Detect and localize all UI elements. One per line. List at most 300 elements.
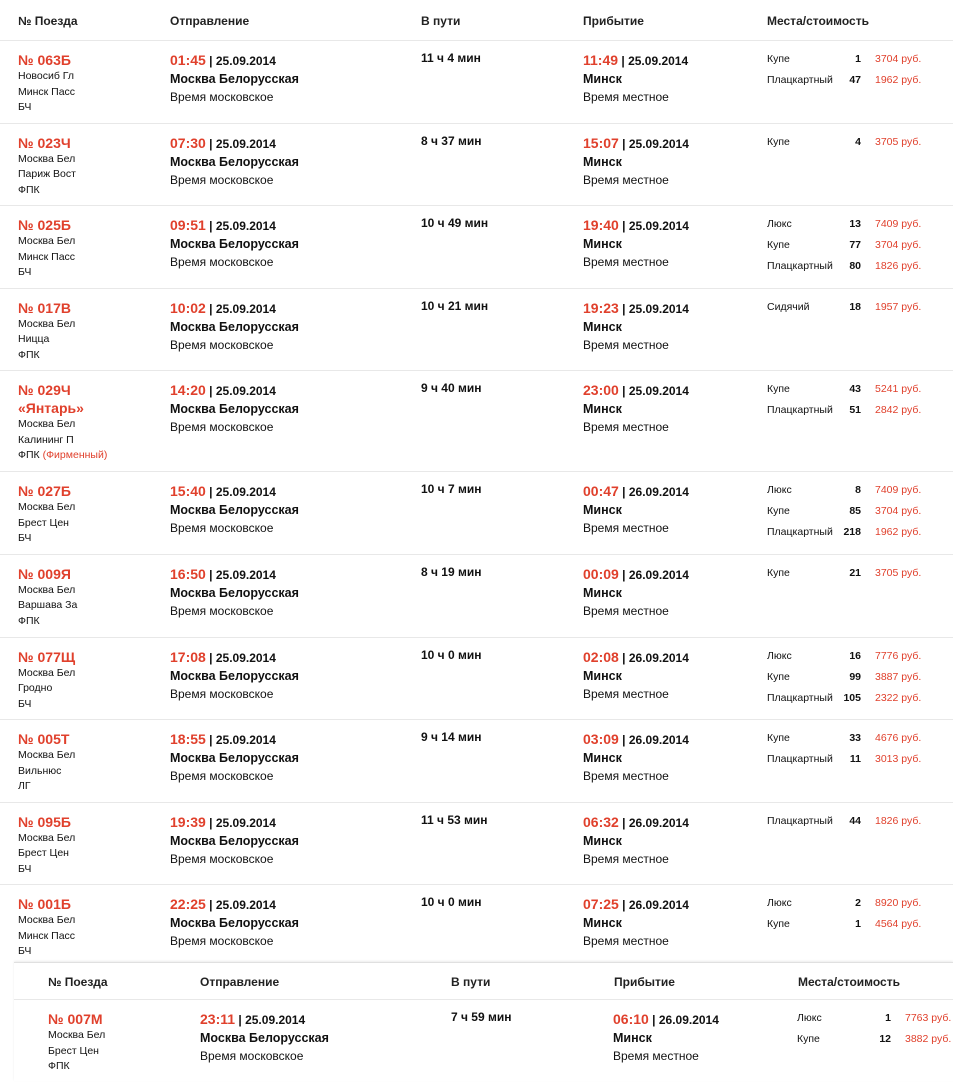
departure-station: Москва Белорусская — [170, 833, 299, 848]
arrival-timezone: Время местное — [583, 769, 669, 784]
arrival-timezone: Время местное — [583, 603, 669, 618]
seats-info — [767, 730, 947, 772]
train-route-line: БЧ — [18, 101, 32, 113]
arrival-timezone: Время местное — [583, 90, 669, 104]
seat-price-link[interactable]: 1826 руб. — [875, 260, 922, 273]
seat-class: Купе — [767, 732, 790, 745]
train-route-line: Москва Бел — [18, 418, 76, 431]
seat-price-link[interactable]: 1826 руб. — [875, 814, 922, 827]
arrival-info — [583, 895, 689, 950]
seat-row[interactable] — [767, 258, 947, 279]
train-info — [18, 134, 76, 199]
departure-time-line — [170, 648, 299, 667]
arrival-timezone: Время местное — [583, 255, 669, 270]
departure-info — [170, 648, 299, 703]
arrival-info — [583, 482, 689, 537]
arrival-info — [583, 730, 689, 785]
travel-duration: 10 ч 0 мин — [421, 895, 482, 910]
departure-info — [170, 51, 299, 106]
travel-duration: 7 ч 59 мин — [451, 1010, 512, 1024]
seat-price-link[interactable]: 1957 руб. — [875, 300, 922, 313]
seat-row[interactable] — [767, 381, 947, 402]
departure-timezone: Время московское — [170, 337, 274, 352]
train-route-line: Москва Бел — [18, 749, 76, 762]
seats-info — [797, 1010, 953, 1052]
seat-row[interactable] — [767, 565, 947, 586]
departure-date: | 25.09.2014 — [209, 136, 276, 151]
arrival-timezone: Время местное — [583, 337, 669, 352]
seat-row[interactable] — [767, 237, 947, 258]
arrival-date: | 26.09.2014 — [622, 485, 689, 500]
train-route-line: ФПК — [18, 614, 40, 627]
seat-count: 4 — [855, 135, 861, 148]
departure-time-line — [170, 565, 299, 584]
train-info — [18, 216, 75, 281]
seat-row[interactable] — [767, 402, 947, 423]
train-route-line: Москва Бел — [18, 914, 76, 927]
seats-info — [767, 216, 947, 279]
departure-time-line — [170, 299, 299, 318]
train-number-link[interactable]: № 095Б — [18, 813, 71, 830]
arrival-date: | 25.09.2014 — [622, 136, 689, 151]
train-route-line: БЧ — [18, 532, 32, 545]
arrival-station: Минск — [583, 833, 622, 848]
seat-price-link[interactable]: 8920 руб. — [875, 897, 922, 910]
train-row — [0, 205, 953, 288]
seat-price-link[interactable]: 7409 руб. — [875, 218, 922, 231]
travel-duration: 8 ч 19 мин — [421, 564, 482, 579]
seat-count: 85 — [849, 505, 861, 518]
seat-class: Люкс — [767, 897, 792, 910]
departure-time: 17:08 — [170, 648, 206, 665]
seat-price-link[interactable]: 3705 руб. — [875, 135, 922, 148]
seat-class: Плацкартный — [767, 526, 833, 539]
departure-date: | 25.09.2014 — [209, 485, 276, 500]
seat-count: 21 — [849, 566, 861, 579]
seat-count: 2 — [855, 897, 861, 910]
departure-time: 01:45 — [170, 52, 206, 68]
travel-duration: 11 ч 53 мин — [421, 812, 488, 827]
train-route-line: Москва Бел — [18, 235, 76, 248]
seat-row[interactable] — [767, 482, 947, 503]
departure-info — [170, 813, 299, 868]
departure-time: 23:11 — [200, 1011, 236, 1027]
seat-class: Купе — [767, 239, 790, 252]
seat-price-link[interactable]: 3704 руб. — [875, 505, 922, 518]
train-info — [18, 299, 75, 364]
seat-price-link[interactable]: 3013 руб. — [875, 753, 922, 766]
departure-info — [200, 1010, 329, 1065]
train-row — [0, 719, 953, 802]
seat-row[interactable] — [767, 134, 947, 155]
arrival-time: 23:00 — [583, 382, 619, 399]
departure-time-line — [170, 895, 299, 914]
departure-timezone: Время московское — [170, 172, 274, 187]
departure-time-line — [170, 216, 299, 235]
departure-time-line — [170, 51, 299, 70]
arrival-time: 03:09 — [583, 731, 619, 748]
departure-timezone: Время московское — [170, 851, 274, 866]
seat-row[interactable] — [767, 51, 947, 72]
seat-price-link[interactable]: 4676 руб. — [875, 732, 922, 745]
train-row — [0, 637, 953, 720]
arrival-info — [583, 381, 689, 436]
seat-class: Плацкартный — [767, 404, 833, 417]
seats-info — [767, 648, 947, 711]
header-duration: В пути — [451, 975, 491, 989]
seat-row[interactable] — [797, 1010, 953, 1031]
departure-station: Москва Белорусская — [170, 751, 299, 766]
departure-station: Москва Белорусская — [170, 72, 299, 86]
arrival-time: 00:09 — [583, 565, 619, 582]
arrival-time: 19:40 — [583, 217, 619, 234]
travel-duration: 10 ч 0 мин — [421, 647, 482, 662]
arrival-timezone: Время местное — [583, 521, 669, 536]
arrival-time: 19:23 — [583, 299, 619, 316]
departure-info — [170, 134, 299, 189]
arrival-time: 06:32 — [583, 813, 619, 830]
train-row — [0, 471, 953, 554]
header-arrival: Прибытие — [614, 975, 675, 989]
train-info — [18, 648, 75, 713]
train-route-line: ФПК — [18, 183, 40, 196]
seat-row[interactable] — [767, 216, 947, 237]
seat-row[interactable] — [767, 524, 947, 545]
seat-count: 13 — [849, 218, 861, 231]
arrival-time-line — [583, 565, 689, 584]
seats-info — [767, 895, 947, 937]
departure-info — [170, 565, 299, 620]
seat-price-link[interactable]: 3887 руб. — [875, 670, 922, 683]
train-row — [0, 802, 953, 885]
arrival-station: Минск — [583, 154, 622, 169]
seat-count: 99 — [849, 670, 861, 683]
travel-duration: 11 ч 4 мин — [421, 51, 481, 65]
train-name: «Янтарь» — [18, 400, 84, 417]
header-arrival: Прибытие — [583, 14, 644, 28]
arrival-station: Минск — [583, 237, 622, 252]
arrival-station: Минск — [583, 503, 622, 518]
arrival-date: | 25.09.2014 — [622, 384, 689, 399]
train-number-link[interactable]: № 029Ч — [18, 382, 71, 399]
departure-timezone: Время московское — [170, 934, 274, 949]
arrival-timezone: Время местное — [583, 686, 669, 701]
arrival-info — [583, 299, 689, 354]
train-info — [18, 381, 107, 464]
header-seats: Места/стоимость — [767, 14, 869, 28]
departure-timezone: Время московское — [170, 521, 274, 536]
seat-count: 43 — [849, 383, 861, 396]
seat-class: Люкс — [767, 218, 792, 231]
train-number-link[interactable]: № 063Б — [18, 52, 71, 68]
arrival-time-line — [613, 1010, 719, 1029]
seat-count: 1 — [855, 918, 861, 931]
departure-time: 10:02 — [170, 299, 206, 316]
train-operator: ФПК — [18, 449, 40, 462]
departure-time: 19:39 — [170, 813, 206, 830]
departure-date: | 25.09.2014 — [209, 384, 276, 399]
seat-price-link[interactable]: 1962 руб. — [875, 74, 922, 86]
seat-count: 105 — [843, 691, 861, 704]
train-row — [0, 884, 953, 967]
arrival-station: Минск — [583, 751, 622, 766]
seat-class: Люкс — [797, 1012, 822, 1024]
seat-row[interactable] — [767, 503, 947, 524]
departure-time-line — [170, 381, 299, 400]
arrival-time-line — [583, 813, 689, 832]
seat-count: 16 — [849, 649, 861, 662]
seat-class: Купе — [767, 566, 790, 579]
seat-class: Купе — [767, 135, 790, 148]
departure-time: 18:55 — [170, 731, 206, 748]
arrival-station: Минск — [583, 585, 622, 600]
arrival-info — [583, 51, 688, 106]
seat-price-link[interactable]: 7776 руб. — [875, 649, 922, 662]
train-route-line: Париж Вост — [18, 168, 76, 181]
train-route-line: Новосиб Гл — [18, 70, 74, 82]
arrival-timezone: Время местное — [583, 934, 669, 949]
train-route-line: Минск Пасс — [18, 85, 76, 98]
seat-price-link[interactable]: 3882 руб. — [905, 1033, 952, 1045]
arrival-time-line — [583, 134, 689, 153]
train-route-line: ЛГ — [18, 780, 31, 793]
seat-class: Плацкартный — [767, 74, 833, 86]
seat-class: Купе — [767, 918, 790, 931]
seat-row[interactable] — [797, 1031, 953, 1052]
seat-price-link[interactable]: 7409 руб. — [875, 484, 922, 497]
departure-date: | 25.09.2014 — [209, 301, 276, 316]
arrival-info — [583, 216, 689, 271]
departure-station: Москва Белорусская — [170, 503, 299, 518]
departure-station: Москва Белорусская — [170, 668, 299, 683]
seat-count: 77 — [849, 239, 861, 252]
seat-class: Купе — [767, 53, 790, 65]
departure-info — [170, 482, 299, 537]
arrival-station: Минск — [583, 319, 622, 334]
seat-count: 18 — [849, 300, 861, 313]
seat-row[interactable] — [767, 72, 947, 93]
header-seats: Места/стоимость — [798, 975, 900, 989]
arrival-time-line — [583, 482, 689, 501]
seats-info — [767, 482, 947, 545]
train-number-link[interactable]: № 023Ч — [18, 134, 71, 151]
seat-row[interactable] — [767, 916, 947, 937]
seat-price-link[interactable]: 7763 руб. — [905, 1012, 952, 1024]
travel-duration: 10 ч 21 мин — [421, 298, 489, 313]
seat-class: Плацкартный — [767, 260, 833, 273]
departure-time: 09:51 — [170, 217, 206, 234]
schedule-sheet-continued — [14, 962, 953, 1081]
train-route-line: Брест Цен — [18, 847, 69, 860]
train-route-line: Минск Пасс — [18, 929, 76, 942]
departure-timezone: Время московское — [200, 1049, 304, 1063]
departure-info — [170, 216, 299, 271]
departure-timezone: Время московское — [170, 90, 274, 104]
arrival-time-line — [583, 51, 688, 70]
seat-price-link[interactable]: 5241 руб. — [875, 383, 922, 396]
train-row — [0, 554, 953, 637]
travel-duration: 9 ч 40 мин — [421, 381, 482, 396]
seat-count: 33 — [849, 732, 861, 745]
train-route-line: Москва Бел — [18, 152, 76, 165]
departure-timezone: Время московское — [170, 769, 274, 784]
departure-timezone: Время московское — [170, 686, 274, 701]
train-route-line: БЧ — [18, 697, 32, 710]
seats-info — [767, 134, 947, 155]
departure-timezone: Время московское — [170, 255, 274, 270]
departure-info — [170, 730, 299, 785]
train-route-line: Минск Пасс — [18, 250, 76, 263]
seat-price-link[interactable]: 3704 руб. — [875, 53, 922, 65]
header-train: № Поезда — [18, 14, 78, 28]
train-row — [0, 123, 953, 206]
train-operator-line — [18, 448, 107, 464]
travel-duration: 10 ч 49 мин — [421, 216, 489, 231]
departure-date: | 25.09.2014 — [209, 650, 276, 665]
train-route-line: Брест Цен — [48, 1044, 99, 1057]
arrival-date: | 26.09.2014 — [622, 567, 689, 582]
arrival-info — [583, 565, 689, 620]
train-number-link[interactable]: № 027Б — [18, 483, 71, 500]
seat-row[interactable] — [767, 669, 947, 690]
departure-station: Москва Белорусская — [170, 319, 299, 334]
train-route-line: Москва Бел — [18, 501, 76, 514]
train-list — [0, 40, 953, 967]
train-number-link[interactable]: № 017В — [18, 299, 71, 316]
arrival-date: | 25.09.2014 — [622, 301, 689, 316]
train-firm-badge: (Фирменный) — [39, 449, 108, 462]
travel-duration: 10 ч 7 мин — [421, 482, 482, 497]
seat-class: Купе — [797, 1033, 820, 1045]
header-train: № Поезда — [48, 975, 108, 989]
departure-station: Москва Белорусская — [170, 402, 299, 417]
departure-time-line — [170, 482, 299, 501]
train-info — [18, 482, 75, 547]
departure-date: | 25.09.2014 — [209, 898, 276, 913]
seat-price-link[interactable]: 3705 руб. — [875, 566, 922, 579]
seats-info — [767, 299, 947, 320]
arrival-date: | 25.09.2014 — [622, 219, 689, 234]
seat-count: 8 — [855, 484, 861, 497]
seat-price-link[interactable]: 3704 руб. — [875, 239, 922, 252]
train-number-link[interactable]: № 025Б — [18, 217, 71, 234]
seat-count: 11 — [849, 753, 861, 766]
departure-date: | 25.09.2014 — [209, 567, 276, 582]
train-row — [0, 288, 953, 371]
seat-class: Люкс — [767, 484, 792, 497]
seat-count: 218 — [843, 526, 861, 539]
train-route-line: ФПК — [48, 1060, 70, 1072]
seat-class: Плацкартный — [767, 691, 833, 704]
seat-price-link[interactable]: 2842 руб. — [875, 404, 922, 417]
header-departure: Отправление — [200, 975, 280, 989]
arrival-time-line — [583, 730, 689, 749]
seat-row[interactable] — [767, 730, 947, 751]
departure-date: | 25.09.2014 — [209, 54, 276, 68]
seat-row[interactable] — [767, 690, 947, 711]
train-number-link[interactable]: № 077Щ — [18, 648, 76, 665]
departure-station: Москва Белорусская — [170, 237, 299, 252]
train-route-line: БЧ — [18, 945, 32, 958]
arrival-date: | 26.09.2014 — [622, 650, 689, 665]
arrival-station: Минск — [583, 402, 622, 417]
departure-info — [170, 299, 299, 354]
arrival-time-line — [583, 648, 689, 667]
seat-count: 12 — [879, 1033, 891, 1045]
departure-time-line — [170, 813, 299, 832]
train-info — [18, 813, 75, 878]
train-number-link[interactable]: № 009Я — [18, 565, 71, 582]
seat-count: 1 — [855, 53, 861, 65]
arrival-time: 06:10 — [613, 1011, 649, 1027]
seat-class: Купе — [767, 383, 790, 396]
seat-class: Сидячий — [767, 300, 810, 313]
departure-time-line — [170, 730, 299, 749]
seat-row[interactable] — [767, 751, 947, 772]
train-route-line: Москва Бел — [18, 583, 76, 596]
arrival-time-line — [583, 381, 689, 400]
train-number-link[interactable]: № 005Т — [18, 731, 70, 748]
seat-price-link[interactable]: 4564 руб. — [875, 918, 922, 931]
train-row — [0, 370, 953, 471]
arrival-time: 02:08 — [583, 648, 619, 665]
seat-count: 1 — [885, 1012, 891, 1024]
train-info — [18, 730, 75, 795]
train-info — [18, 565, 77, 630]
departure-date: | 25.09.2014 — [238, 1013, 306, 1027]
train-route-line: Вильнюс — [18, 764, 62, 777]
departure-station: Москва Белорусская — [200, 1031, 329, 1045]
seat-count: 80 — [849, 260, 861, 273]
arrival-time: 11:49 — [583, 52, 619, 68]
departure-time-line — [200, 1010, 329, 1029]
arrival-time: 15:07 — [583, 134, 619, 151]
seat-row[interactable] — [767, 813, 947, 834]
seat-row[interactable] — [767, 648, 947, 669]
train-route-line: Москва Бел — [18, 317, 76, 330]
departure-time: 22:25 — [170, 896, 206, 913]
departure-time: 15:40 — [170, 483, 206, 500]
seat-row[interactable] — [767, 895, 947, 916]
seat-class: Купе — [767, 505, 790, 518]
train-number-link[interactable]: № 001Б — [18, 896, 71, 913]
train-route-line: Калининг П — [18, 433, 74, 446]
seat-class: Плацкартный — [767, 814, 833, 827]
train-route-line: Ницца — [18, 333, 50, 346]
seat-row[interactable] — [767, 299, 947, 320]
departure-timezone: Время московское — [170, 420, 274, 435]
seat-count: 47 — [849, 74, 861, 86]
departure-date: | 25.09.2014 — [209, 815, 276, 830]
train-route-line: Варшава За — [18, 599, 78, 612]
departure-date: | 25.09.2014 — [209, 219, 276, 234]
departure-time-line — [170, 134, 299, 153]
train-route-line: БЧ — [18, 862, 32, 875]
header-duration: В пути — [421, 14, 461, 28]
arrival-station: Минск — [583, 916, 622, 931]
arrival-timezone: Время местное — [583, 851, 669, 866]
arrival-station: Минск — [613, 1031, 652, 1045]
departure-time: 16:50 — [170, 565, 206, 582]
arrival-date: | 26.09.2014 — [622, 733, 689, 748]
seats-info — [767, 51, 947, 93]
seat-price-link[interactable]: 1962 руб. — [875, 526, 922, 539]
seat-price-link[interactable]: 2322 руб. — [875, 691, 922, 704]
arrival-time-line — [583, 299, 689, 318]
train-row — [14, 999, 953, 1082]
train-info — [18, 895, 75, 960]
train-number-link[interactable]: № 007М — [48, 1011, 103, 1027]
